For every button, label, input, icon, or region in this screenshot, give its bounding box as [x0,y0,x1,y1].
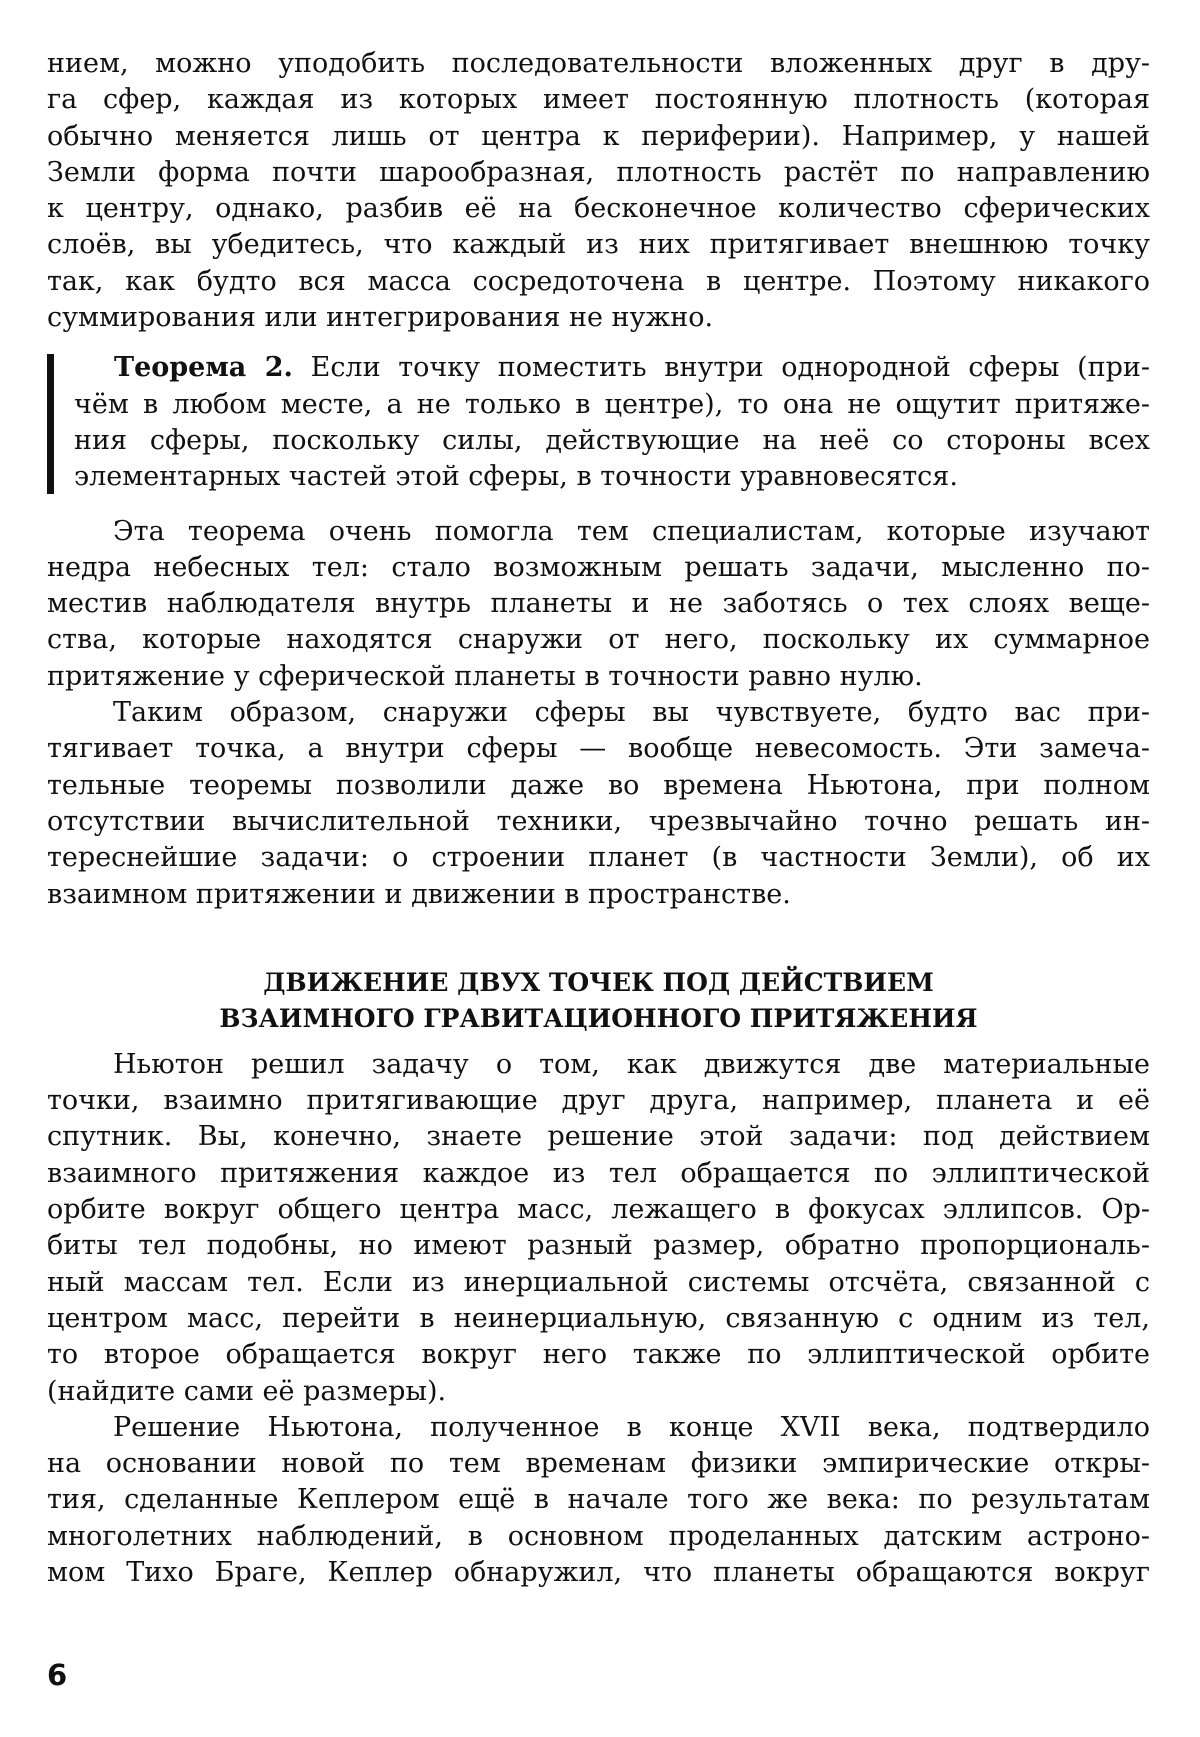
text-line: элементарных частей этой сферы, в точности уравновесятся. [74,461,958,493]
weightlessness-paragraph [47,695,1150,913]
text-line: ный массам тел. Если из инерциальной системы отсчёта, связанной с [47,1266,1150,1298]
section-heading-line-1: ДВИЖЕНИЕ ДВУХ ТОЧЕК ПОД ДЕЙСТВИЕМ [263,967,934,997]
theorem-first-line-text: Если точку поместить внутри однородной сферы (при- [292,352,1150,384]
theorem-margin-bar [47,354,54,493]
text-line: слоёв, вы убедитесь, что каждый из них притягивает внешнюю точку [47,229,1150,261]
text-line: так, как будто вся масса сосредоточена в центре. Поэтому никакого [47,265,1150,297]
theorem-first-line [74,350,1150,386]
theorem-block [47,350,1150,495]
text-line: центром масс, перейти в неинерциальную, связанную с одним из тел, [47,1302,1150,1334]
text-line: на основании новой по тем временам физики эмпирические откры- [47,1448,1150,1480]
text-line: ства, которые находятся снаружи от него, поскольку их суммарное [47,624,1150,656]
text-line: многолетних наблюдений, в основном проделанных датским астроно- [47,1520,1150,1552]
text-line: отсутствии вычислительной техники, чрезвычайно точно решать ин- [47,805,1150,837]
section-heading [47,965,1150,1037]
text-line: тия, сделанные Кеплером ещё в начале того же века: по результатам [47,1484,1150,1516]
text-line: тягивает точка, а внутри сферы — вообще невесомость. Эти замеча- [47,733,1150,765]
theorem-use-paragraph [47,514,1150,695]
text-line: Эта теорема очень помогла тем специалистам, которые изучают [113,515,1150,547]
text-line: суммирования или интегрирования не нужно. [47,302,714,334]
page-body [47,46,1150,1591]
kepler-paragraph [47,1410,1150,1591]
text-line: Земли форма почти шарообразная, плотность растёт по направлению [47,156,1150,188]
text-line: взаимном притяжении и движении в пространстве. [47,878,791,910]
section-heading-line-2: ВЗАИМНОГО ГРАВИТАЦИОННОГО ПРИТЯЖЕНИЯ [219,1003,978,1033]
text-line: Ньютон решил задачу о том, как движутся две материальные [113,1048,1150,1080]
text-line: то второе обращается вокруг него также по эллиптической орбите [47,1339,1150,1371]
text-line: притяжение у сферической планеты в точности равно нулю. [47,660,923,692]
intro-paragraph [47,46,1150,336]
text-line: орбите вокруг общего центра масс, лежащего в фокусах эллипсов. Ор- [47,1194,1150,1226]
text-line: мом Тихо Браге, Кеплер обнаружил, что планеты обращаются вокруг [47,1556,1150,1588]
newton-problem-paragraph [47,1047,1150,1410]
text-line: обычно меняется лишь от центра к периферии). Например, у нашей [47,120,1150,152]
text-line: чём в любом месте, а не только в центре), то она не ощутит притяже- [74,388,1150,420]
text-line: спутник. Вы, конечно, знаете решение этой задачи: под действием [47,1121,1150,1153]
text-line: взаимного притяжения каждое из тел обращается по эллиптической [47,1157,1150,1189]
text-line: га сфер, каждая из которых имеет постоянную плотность (которая [47,84,1150,116]
text-line: тельные теоремы позволили даже во времена Ньютона, при полном [47,769,1150,801]
text-line: точки, взаимно притягивающие друг друга, например, планета и её [47,1085,1150,1117]
section-spacer [47,913,1150,965]
text-line: Таким образом, снаружи сферы вы чувствуете, будто вас при- [113,697,1150,729]
text-line: тереснейшие задачи: о строении планет (в частности Земли), об их [47,842,1150,874]
page-number: 6 [47,1658,68,1692]
text-line: местив наблюдателя внутрь планеты и не заботясь о тех слоях веще- [47,588,1150,620]
text-line: Решение Ньютона, полученное в конце XVII века, подтвердило [113,1411,1150,1443]
text-line: биты тел подобны, но имеют разный размер, обратно пропорциональ- [47,1230,1150,1262]
theorem-label: Теорема 2. [114,352,293,384]
text-line: к центру, однако, разбив её на бесконечное количество сферических [47,193,1150,225]
text-line: ния сферы, поскольку силы, действующие на неё со стороны всех [74,424,1150,456]
text-line: нием, можно уподобить последовательности вложенных друг в дру- [47,48,1150,79]
text-line: недра небесных тел: стало возможным решать задачи, мысленно по- [47,551,1150,583]
text-line: (найдите сами её размеры). [47,1375,447,1407]
